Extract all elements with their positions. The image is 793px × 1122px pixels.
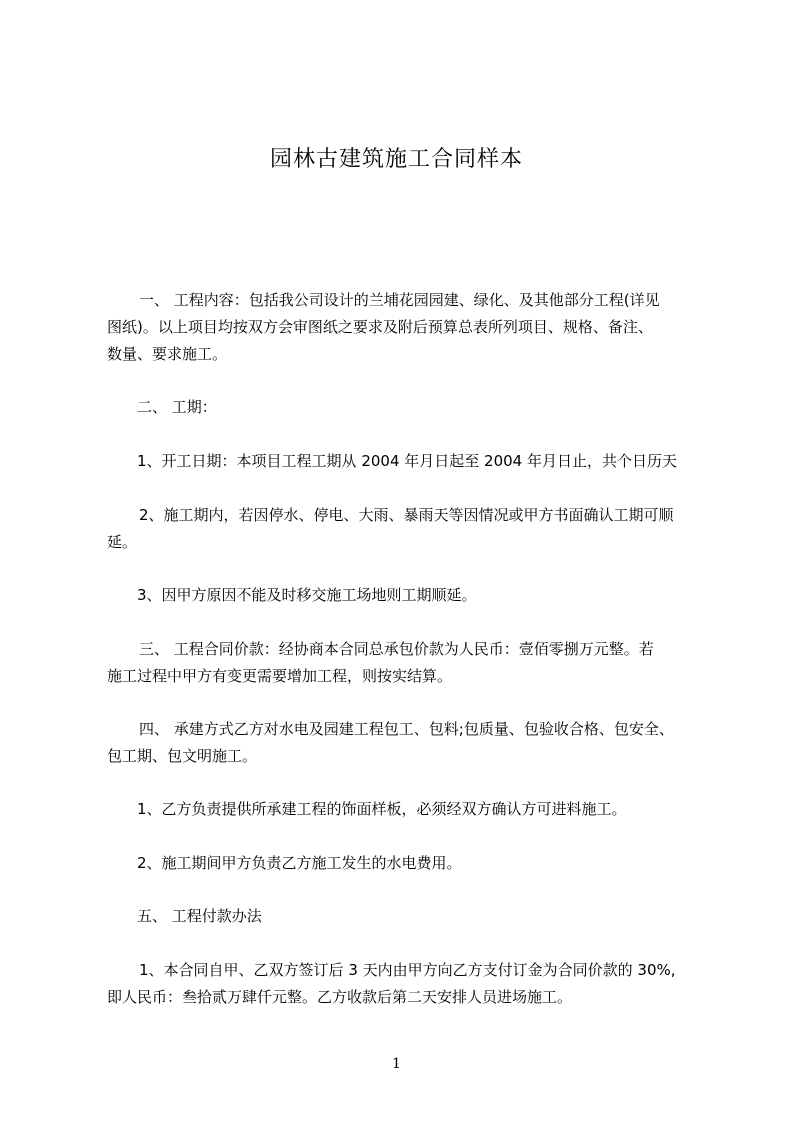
paragraph-payment-heading [137,903,262,930]
text-line: 四、 承建方式乙方对水电及园建工程包工、包料;包质量、包验收合格、包安全、 [139,720,674,738]
paragraph-scope [107,287,660,368]
text-line: 一、 工程内容：包括我公司设计的兰埔花园园建、绿化、及其他部分工程(详见 [139,291,660,309]
document-title: 园林古建筑施工合同样本 [269,147,523,172]
text-line: 即人民币：叁拾贰万肆仟元整。乙方收款后第二天安排人员进场施工。 [107,988,573,1006]
text-line: 数量、要求施工。 [107,345,228,363]
text-line: 1、开工日期：本项目工程工期从 2004 年月日起至 2004 年月日止，共个日历天 [137,452,677,470]
text-line: 施工过程中甲方有变更需要增加工程，则按实结算。 [107,667,453,685]
text-line: 五、 工程付款办法 [137,907,262,925]
text-line: 1、乙方负责提供所承建工程的饰面样板，必须经双方确认方可进料施工。 [137,800,627,818]
paragraph-schedule-heading [137,394,217,421]
paragraph-utilities [137,850,462,877]
text-line: 图纸)。以上项目均按双方会审图纸之要求及附后预算总表所列项目、规格、备注、 [107,318,653,336]
paragraph-contracting-method [107,716,674,770]
text-line: 包工期、包文明施工。 [107,747,258,765]
paragraph-sample-board [137,796,627,823]
text-line: 3、因甲方原因不能及时移交施工场地则工期顺延。 [137,586,477,604]
paragraph-contract-price [107,636,654,690]
paragraph-start-date [137,448,677,475]
paragraph-deposit [107,957,676,1011]
text-line: 2、施工期间甲方负责乙方施工发生的水电费用。 [137,854,462,872]
text-line: 1、本合同自甲、乙双方签订后 3 天内由甲方向乙方支付订金为合同价款的 30%, [139,961,676,979]
page-number: 1 [392,1056,401,1072]
paragraph-site-handover [137,582,477,609]
text-line: 三、 工程合同价款：经协商本合同总承包价款为人民币：壹佰零捌万元整。若 [139,640,654,658]
text-line: 2、施工期内，若因停水、停电、大雨、暴雨天等因情况或甲方书面确认工期可顺 [139,506,674,524]
paragraph-extension [107,502,674,556]
text-line: 二、 工期： [137,398,217,416]
text-line: 延。 [107,533,138,551]
